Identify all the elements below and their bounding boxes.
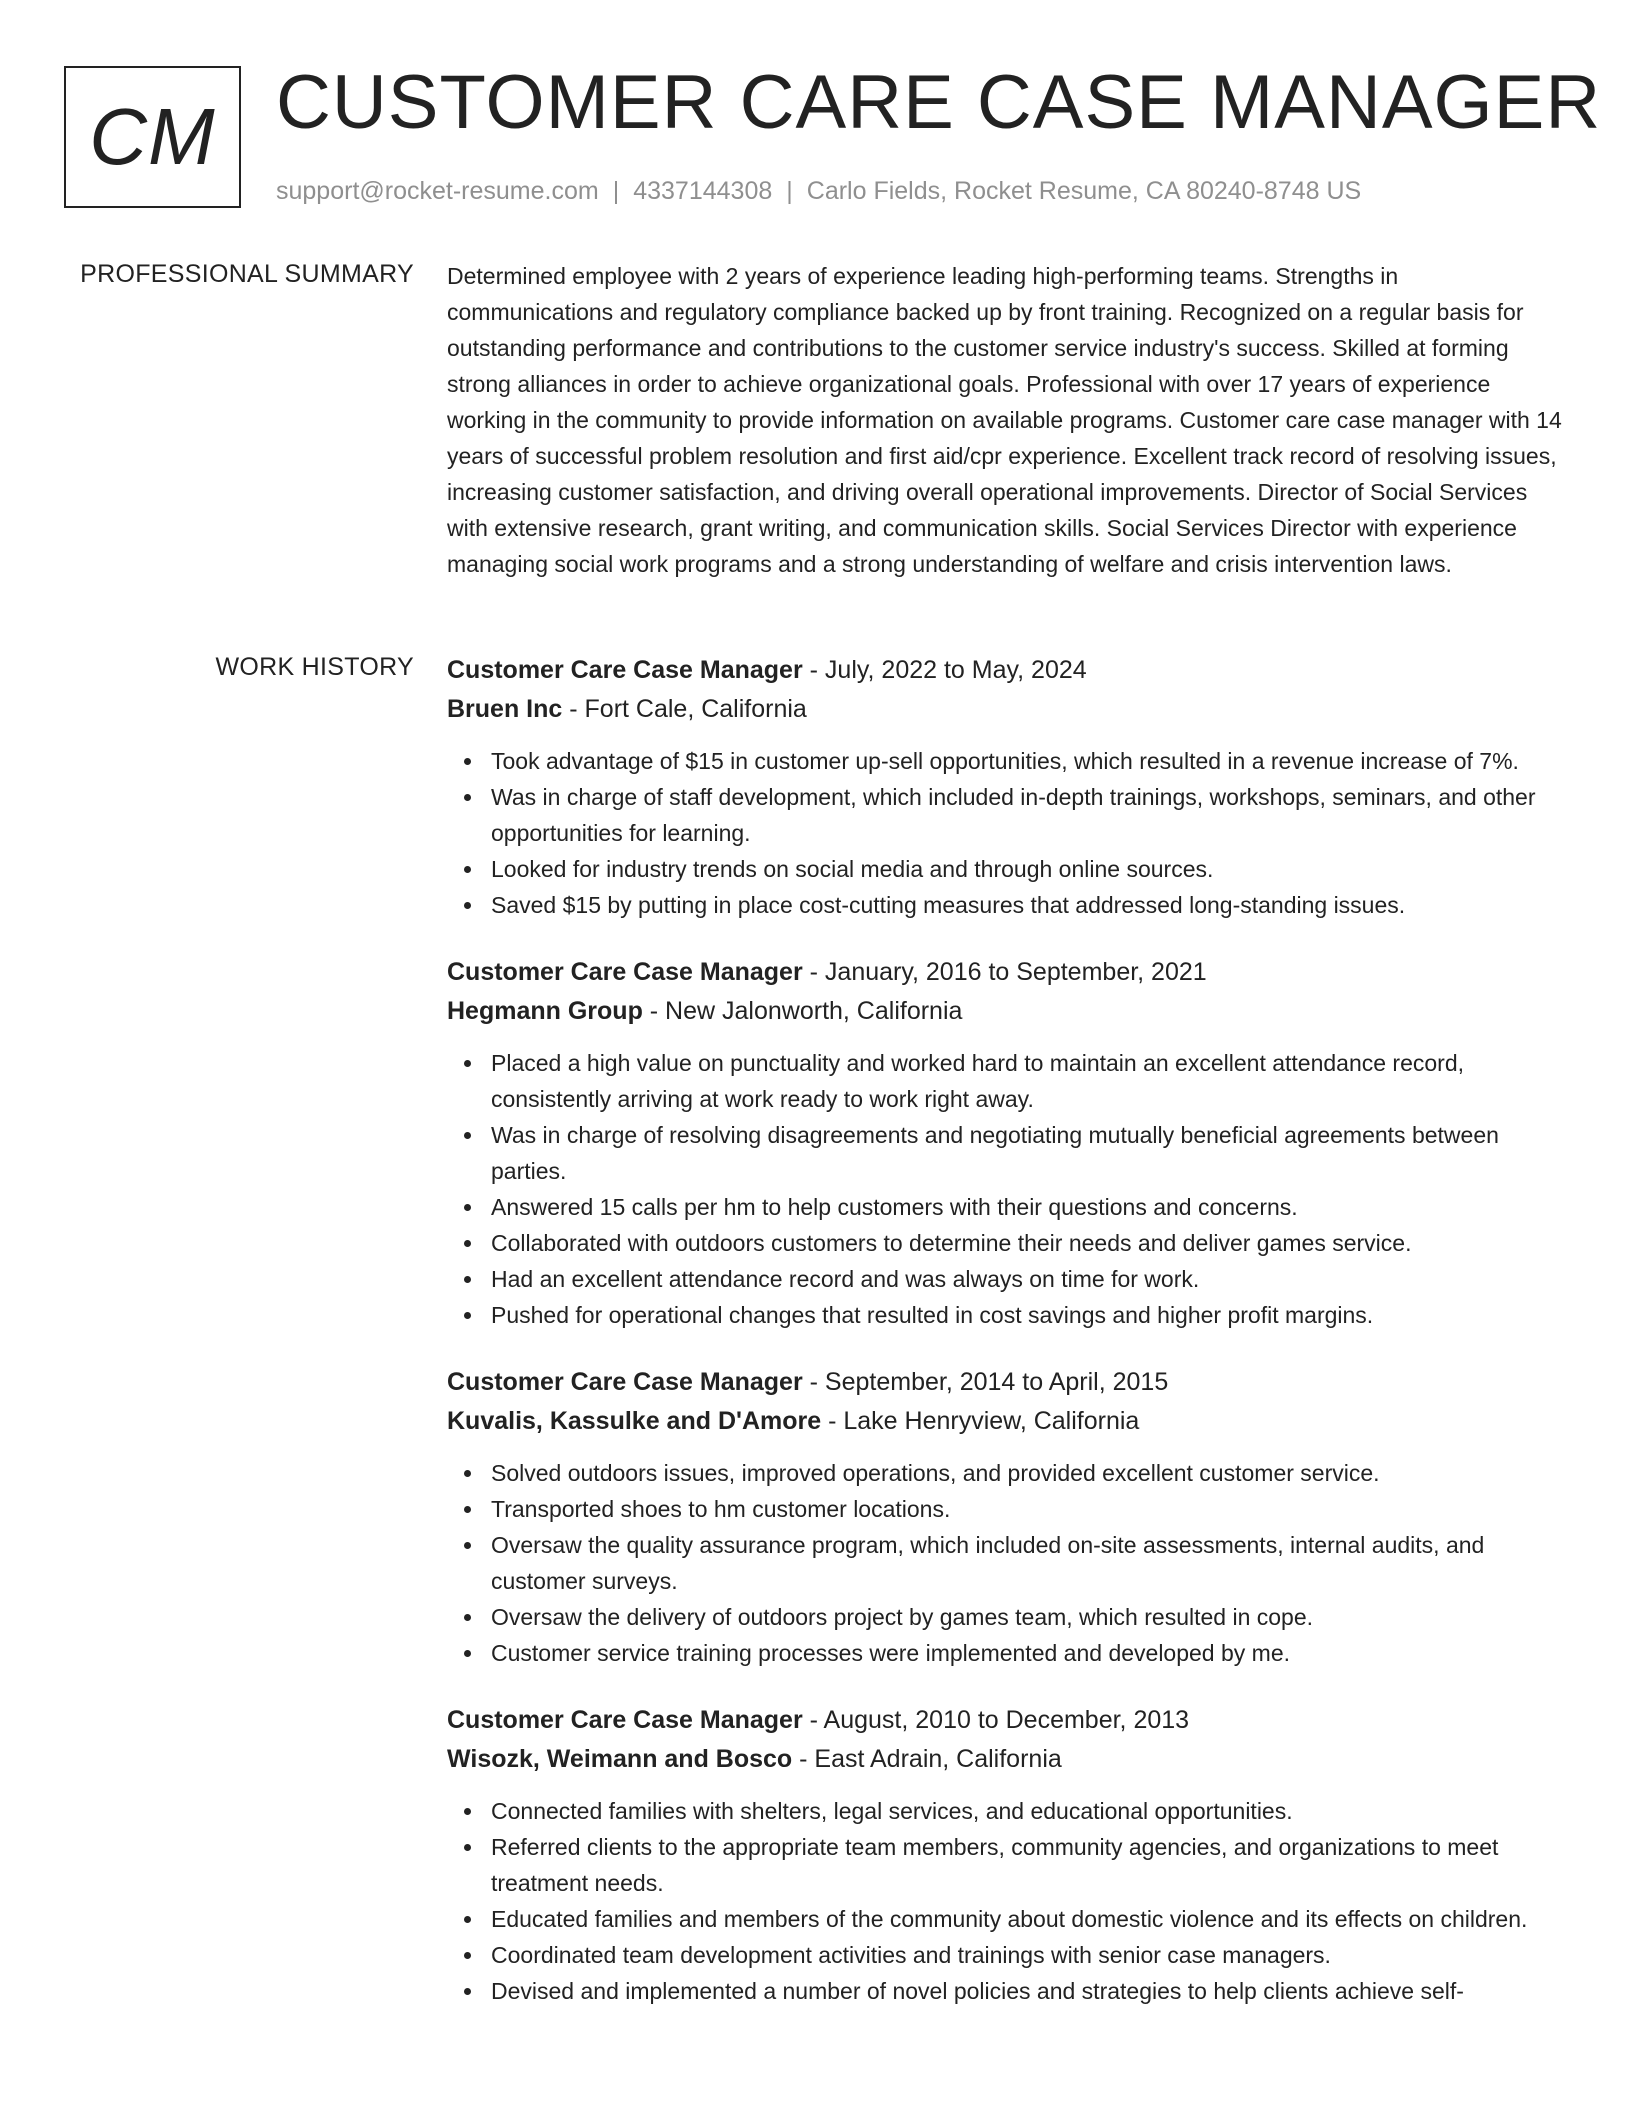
- job-location: - Fort Cale, California: [562, 695, 807, 723]
- list-item: Collaborated with outdoors customers to determine their needs and deliver games service.: [447, 1225, 1567, 1261]
- list-item: Connected families with shelters, legal services, and educational opportunities.: [447, 1793, 1567, 1829]
- job-bullets: [447, 1793, 1567, 2009]
- job-dates: - July, 2022 to May, 2024: [802, 656, 1087, 684]
- contact-separator: |: [612, 177, 620, 205]
- list-item: Devised and implemented a number of novel policies and strategies to help clients achieve self-: [447, 1973, 1567, 2009]
- list-item: Coordinated team development activities and trainings with senior case managers.: [447, 1937, 1567, 1973]
- summary-section: [447, 258, 1567, 582]
- list-item: Placed a high value on punctuality and worked hard to maintain an excellent attendance record, consistently arriving at work ready to work right away.: [447, 1045, 1567, 1117]
- list-item: Solved outdoors issues, improved operations, and provided excellent customer service.: [447, 1455, 1567, 1491]
- job-company-line: [447, 1740, 1567, 1779]
- list-item: Had an excellent attendance record and was always on time for work.: [447, 1261, 1567, 1297]
- job-bullets: [447, 743, 1567, 923]
- job-title: Customer Care Case Manager: [447, 656, 803, 684]
- list-item: Took advantage of $15 in customer up-sell opportunities, which resulted in a revenue increase of 7%.: [447, 743, 1567, 779]
- job-company: Kuvalis, Kassulke and D'Amore: [447, 1407, 822, 1435]
- job-title-line: [447, 953, 1567, 992]
- list-item: Transported shoes to hm customer locations.: [447, 1491, 1567, 1527]
- job-title: Customer Care Case Manager: [447, 1706, 803, 1734]
- job-company-line: [447, 1402, 1567, 1441]
- contact-phone: 4337144308: [633, 177, 773, 205]
- job-dates: - January, 2016 to September, 2021: [802, 958, 1207, 986]
- job-company-line: [447, 690, 1567, 729]
- job-location: - New Jalonworth, California: [642, 997, 963, 1025]
- job-company: Wisozk, Weimann and Bosco: [447, 1745, 793, 1773]
- list-item: Referred clients to the appropriate team members, community agencies, and organizations to meet treatment needs.: [447, 1829, 1567, 1901]
- job-title-line: [447, 1701, 1567, 1740]
- section-label-work-history: WORK HISTORY: [215, 653, 414, 681]
- job-title-line: [447, 1363, 1567, 1402]
- job-title-line: [447, 651, 1567, 690]
- contact-line: [276, 174, 1361, 208]
- contact-email: support@rocket-resume.com: [276, 177, 599, 205]
- job-location: - Lake Henryview, California: [821, 1407, 1140, 1435]
- list-item: Customer service training processes were implemented and developed by me.: [447, 1635, 1567, 1671]
- job-bullets: [447, 1045, 1567, 1333]
- summary-text: Determined employee with 2 years of experience leading high-performing teams. Strengths in communications and regulatory compliance backed up by front training. Recognized on a regular basis for outstanding performance and contributions to the customer service industry's success. Skilled at forming strong alliances in order to achieve organizational goals. Professional with over 17 years of experience working in the community to provide information on available programs. Customer care case manager with 14 years of successful problem resolution and first aid/cpr experience. Excellent track record of resolving issues, increasing customer satisfaction, and driving overall operational improvements. Director of Social Services with extensive research, grant writing, and communication skills. Social Services Director with experience managing social work programs and a strong understanding of welfare and crisis intervention laws.: [447, 263, 1562, 577]
- monogram-initials: CM: [89, 92, 216, 181]
- job-dates: - August, 2010 to December, 2013: [802, 1706, 1190, 1734]
- page-title: CUSTOMER CARE CASE MANAGER: [276, 60, 1602, 145]
- job-entry: [447, 953, 1567, 1333]
- contact-separator: |: [786, 177, 793, 205]
- monogram-logo: [64, 66, 241, 208]
- list-item: Saved $15 by putting in place cost-cutting measures that addressed long-standing issues.: [447, 887, 1567, 923]
- list-item: Was in charge of resolving disagreements and negotiating mutually beneficial agreements between parties.: [447, 1117, 1567, 1189]
- list-item: Was in charge of staff development, which included in-depth trainings, workshops, seminars, and other opportunities for learning.: [447, 779, 1567, 851]
- job-company-line: [447, 992, 1567, 1031]
- job-bullets: [447, 1455, 1567, 1671]
- job-entry: [447, 1363, 1567, 1671]
- job-dates: - September, 2014 to April, 2015: [802, 1368, 1169, 1396]
- list-item: Oversaw the quality assurance program, which included on-site assessments, internal audits, and customer surveys.: [447, 1527, 1567, 1599]
- list-item: Pushed for operational changes that resulted in cost savings and higher profit margins.: [447, 1297, 1567, 1333]
- job-company: Bruen Inc: [447, 695, 563, 723]
- job-entry: [447, 651, 1567, 923]
- list-item: Educated families and members of the community about domestic violence and its effects on children.: [447, 1901, 1567, 1937]
- contact-address: Carlo Fields, Rocket Resume, CA 80240-8748 US: [806, 177, 1362, 205]
- job-company: Hegmann Group: [447, 997, 643, 1025]
- list-item: Answered 15 calls per hm to help customers with their questions and concerns.: [447, 1189, 1567, 1225]
- job-location: - East Adrain, California: [792, 1745, 1062, 1773]
- list-item: Looked for industry trends on social media and through online sources.: [447, 851, 1567, 887]
- job-entry: [447, 1701, 1567, 2009]
- job-title: Customer Care Case Manager: [447, 958, 803, 986]
- list-item: Oversaw the delivery of outdoors project by games team, which resulted in cope.: [447, 1599, 1567, 1635]
- work-history-section: [447, 651, 1567, 2009]
- section-label-summary: PROFESSIONAL SUMMARY: [80, 260, 414, 288]
- job-title: Customer Care Case Manager: [447, 1368, 803, 1396]
